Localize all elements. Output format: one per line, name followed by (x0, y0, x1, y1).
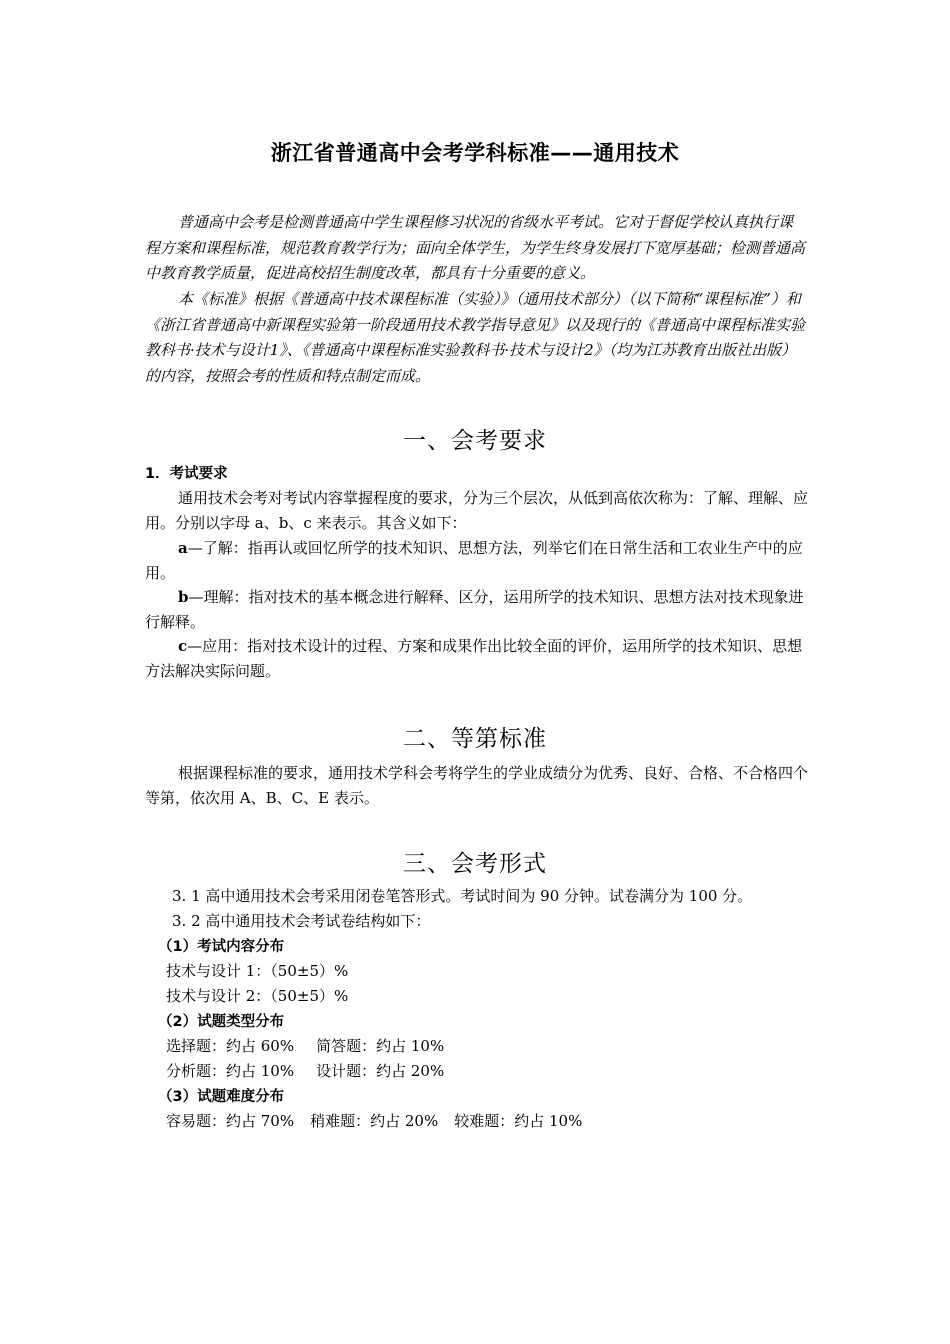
grading-paragraph: 根据课程标准的要求，通用技术学科会考将学生的学业成绩分为优秀、良好、合格、不合格四个等第，依次用 A、B、C、E 表示。 (145, 764, 809, 807)
subheading-exam-requirements: 1．考试要求 (145, 466, 228, 482)
format-item-3-2: 3. 2 高中通用技术会考试卷结构如下： (172, 912, 431, 930)
difficulty-hard: 较难题：约占 10% (454, 1112, 583, 1130)
content-distribution-heading: （1）考试内容分布 (158, 939, 285, 955)
type-analysis: 分析题：约占 10% (166, 1062, 295, 1080)
question-type-row-1 (166, 1035, 444, 1056)
requirements-paragraph: 通用技术会考对考试内容掌握程度的要求，分为三个层次，从低到高依次称为：了解、理解、应用。分别以字母 a、b、c 来表示。其含义如下： (145, 489, 809, 532)
difficulty-row (166, 1110, 582, 1131)
content-design-1: 技术与设计 1：（50±5）% (166, 962, 349, 980)
section-heading-grading: 二、等第标准 (403, 726, 547, 752)
difficulty-heading: （3）试题难度分布 (158, 1089, 285, 1105)
level-a-key: a (178, 539, 188, 557)
type-choice: 选择题：约占 60% (166, 1037, 295, 1055)
difficulty-easy: 容易题：约占 70% (166, 1112, 295, 1130)
intro-paragraph-2: 本《标准》根据《普通高中技术课程标准（实验）》（通用技术部分）（以下简称“课程标准”）和《浙江省普通高中新课程实验第一阶段通用技术教学指导意见》以及现行的《普通高中课程标准实验教科书·技术与设计1》、《普通高中课程标准实验教科书·技术与设计2》（均为江苏教育出版社出版）的内容，按照会考的性质和特点制定而成。 (145, 290, 806, 385)
level-b-paragraph (145, 585, 817, 635)
level-b-text: —理解：指对技术的基本概念进行解释、区分，运用所学的技术知识、思想方法对技术现象进行解释。 (145, 588, 804, 631)
level-b-key: b (178, 588, 189, 606)
type-short-answer: 简答题：约占 10% (316, 1037, 445, 1055)
level-a-text: —了解：指再认或回忆所学的技术知识、思想方法，列举它们在日常生活和工农业生产中的应用。 (145, 539, 803, 582)
section-heading-requirements: 一、会考要求 (403, 428, 547, 454)
level-c-paragraph (145, 634, 817, 684)
format-item-3-1: 3. 1 高中通用技术会考采用闭卷笔答形式。考试时间为 90 分钟。试卷满分为 100 分。 (172, 887, 753, 905)
type-design: 设计题：约占 20% (316, 1062, 445, 1080)
section-heading-format: 三、会考形式 (403, 851, 547, 877)
level-a-paragraph (145, 536, 817, 586)
page-title: 浙江省普通高中会考学科标准——通用技术 (270, 141, 680, 165)
content-design-2: 技术与设计 2：（50±5）% (166, 987, 349, 1005)
level-c-key: c (178, 637, 188, 655)
level-c-text: —应用：指对技术设计的过程、方案和成果作出比较全面的评价，运用所学的技术知识、思想方法解决实际问题。 (145, 637, 803, 680)
difficulty-medium: 稍难题：约占 20% (310, 1112, 439, 1130)
question-type-heading: （2）试题类型分布 (158, 1014, 285, 1030)
question-type-row-2 (166, 1060, 444, 1081)
intro-paragraph-1: 普通高中会考是检测普通高中学生课程修习状况的省级水平考试。它对于督促学校认真执行课程方案和课程标准，规范教育教学行为；面向全体学生，为学生终身发展打下宽厚基础；检测普通高中教育教学质量，促进高校招生制度改革，都具有十分重要的意义。 (145, 213, 806, 282)
